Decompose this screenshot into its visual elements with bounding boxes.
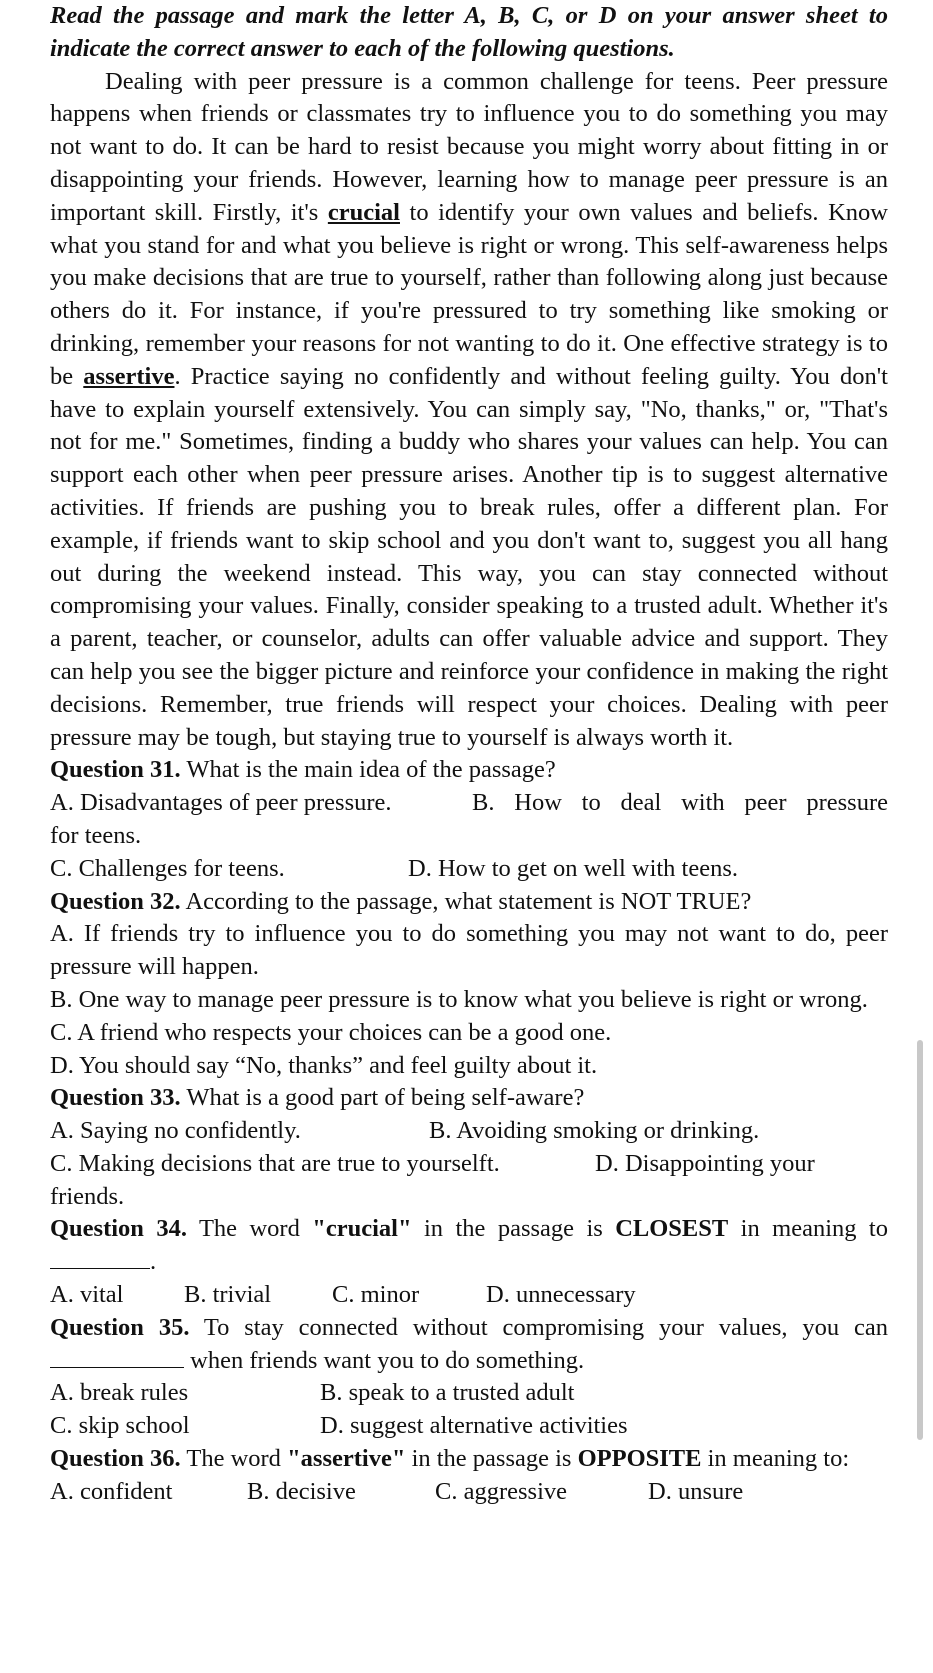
question-34-option-d: D. unnecessary <box>486 1281 636 1309</box>
worksheet <box>50 0 888 1509</box>
reading-passage <box>50 66 888 755</box>
answer-blank <box>50 1345 184 1368</box>
question-34-option-b: B. trivial <box>184 1281 272 1309</box>
passage-part-2: to identify your own values and beliefs. Know what you stand for and what you believe is right or wrong. This self-awareness helps you make decisions that are true to yourself, rather than following along just because others do it. For instance, if you're pressured to try something like smoking or drinking, remember your reasons for not wanting to do it. One effective strategy is to be <box>50 198 888 390</box>
question-35-text-1: To stay connected without compromising your values, you can <box>189 1313 888 1341</box>
question-36-keyword: "assertive" <box>287 1445 406 1473</box>
question-34-text-3: in meaning to <box>728 1215 888 1243</box>
keyword-assertive: assertive <box>83 362 175 390</box>
question-32-text: According to the passage, what statement is NOT TRUE? <box>180 887 752 915</box>
question-33-option-b: B. Avoiding smoking or drinking. <box>429 1117 760 1145</box>
question-31 <box>50 754 888 885</box>
question-31-option-c: C. Challenges for teens. <box>50 854 285 882</box>
question-31-text: What is the main idea of the passage? <box>180 756 556 784</box>
question-32-option-a: A. If friends try to influence you to do something you may not want to do, peer pressure will happen. <box>50 920 888 981</box>
question-34-label: Question 34. <box>50 1215 187 1243</box>
question-33-option-d-line2: friends. <box>50 1182 125 1210</box>
question-34-option-c: C. minor <box>332 1281 420 1309</box>
question-31-option-b-line1: B. How to deal with peer pressure <box>472 789 888 817</box>
passage-part-3: . Practice saying no confidently and without feeling guilty. You don't have to explain yourself extensively. You can simply say, "No, thanks," or, "That's not for me." Sometimes, finding a buddy who shares your values can help. You can support each other when peer pressure arises. Another tip is to suggest alternative activities. If friends are pushing you to break rules, offer a different plan. For example, if friends want to skip school and you don't want to, suggest you all hang out during the weekend instead. This way, you can stay connected without compromising your values. Finally, consider speaking to a trusted adult. Whether it's a parent, teacher, or counselor, adults can offer valuable advice and support. They can help you see the bigger picture and reinforce your confidence in making the right decisions. Remember, true friends will respect your choices. Dealing with peer pressure may be tough, but staying true to yourself is always worth it. <box>50 362 888 751</box>
answer-blank <box>50 1246 150 1269</box>
question-32 <box>50 886 888 1083</box>
question-36-text-2: in the passage is <box>405 1445 578 1473</box>
question-36-option-a: A. confident <box>50 1477 173 1505</box>
question-32-label: Question 32. <box>50 887 181 915</box>
question-35-option-a: A. break rules <box>50 1379 189 1407</box>
question-36-option-b: B. decisive <box>247 1477 356 1505</box>
scrollbar[interactable] <box>917 1040 923 1440</box>
question-31-option-d: D. How to get on well with teens. <box>408 854 739 882</box>
question-36-label: Question 36. <box>50 1445 181 1473</box>
question-36-keyword-2: OPPOSITE <box>577 1445 702 1473</box>
passage-part-1: Dealing with peer pressure is a common challenge for teens. Peer pressure happens when friends or classmates try to influence you to do something you may not want to do. It can be hard to resist because you might worry about fitting in or disappointing your friends. However, learning how to manage peer pressure is an important skill. Firstly, it's <box>50 67 888 226</box>
question-34 <box>50 1213 888 1311</box>
question-36-option-d: D. unsure <box>648 1477 744 1505</box>
question-33-label: Question 33. <box>50 1084 181 1112</box>
question-34-text-4: . <box>150 1248 157 1276</box>
question-32-option-d: D. You should say “No, thanks” and feel guilty about it. <box>50 1051 598 1079</box>
question-35-option-b: B. speak to a trusted adult <box>320 1379 575 1407</box>
question-33 <box>50 1082 888 1213</box>
keyword-crucial: crucial <box>327 198 400 226</box>
question-36-text-1: The word <box>180 1445 288 1473</box>
question-31-label: Question 31. <box>50 756 181 784</box>
question-36-option-c: C. aggressive <box>435 1477 567 1505</box>
question-35 <box>50 1312 888 1443</box>
question-33-option-a: A. Saying no confidently. <box>50 1117 301 1145</box>
question-34-option-a: A. vital <box>50 1281 124 1309</box>
question-35-text-2: when friends want you to do something. <box>184 1346 585 1374</box>
question-36-text-3: in meaning to: <box>701 1445 850 1473</box>
question-32-option-b: B. One way to manage peer pressure is to know what you believe is right or wrong. <box>50 985 868 1013</box>
instruction: Read the passage and mark the letter A, B, C, or D on your answer sheet to indicate the correct answer to each of the following questions. <box>50 2 888 62</box>
question-31-option-a: A. Disadvantages of peer pressure. <box>50 789 392 817</box>
question-35-option-d: D. suggest alternative activities <box>320 1412 628 1440</box>
question-35-label: Question 35. <box>50 1313 190 1341</box>
question-31-option-b-line2: for teens. <box>50 821 142 849</box>
question-34-keyword-2: CLOSEST <box>615 1215 729 1243</box>
question-32-option-c: C. A friend who respects your choices can be a good one. <box>50 1018 612 1046</box>
question-35-option-c: C. skip school <box>50 1412 190 1440</box>
question-36 <box>50 1443 888 1509</box>
question-34-text-2: in the passage is <box>411 1215 616 1243</box>
question-34-text-1: The word <box>186 1215 313 1243</box>
question-34-keyword: "crucial" <box>312 1215 412 1243</box>
question-33-option-d-line1: D. Disappointing your <box>595 1149 815 1177</box>
question-33-text: What is a good part of being self-aware? <box>180 1084 585 1112</box>
question-33-option-c: C. Making decisions that are true to yourselft. <box>50 1149 500 1177</box>
